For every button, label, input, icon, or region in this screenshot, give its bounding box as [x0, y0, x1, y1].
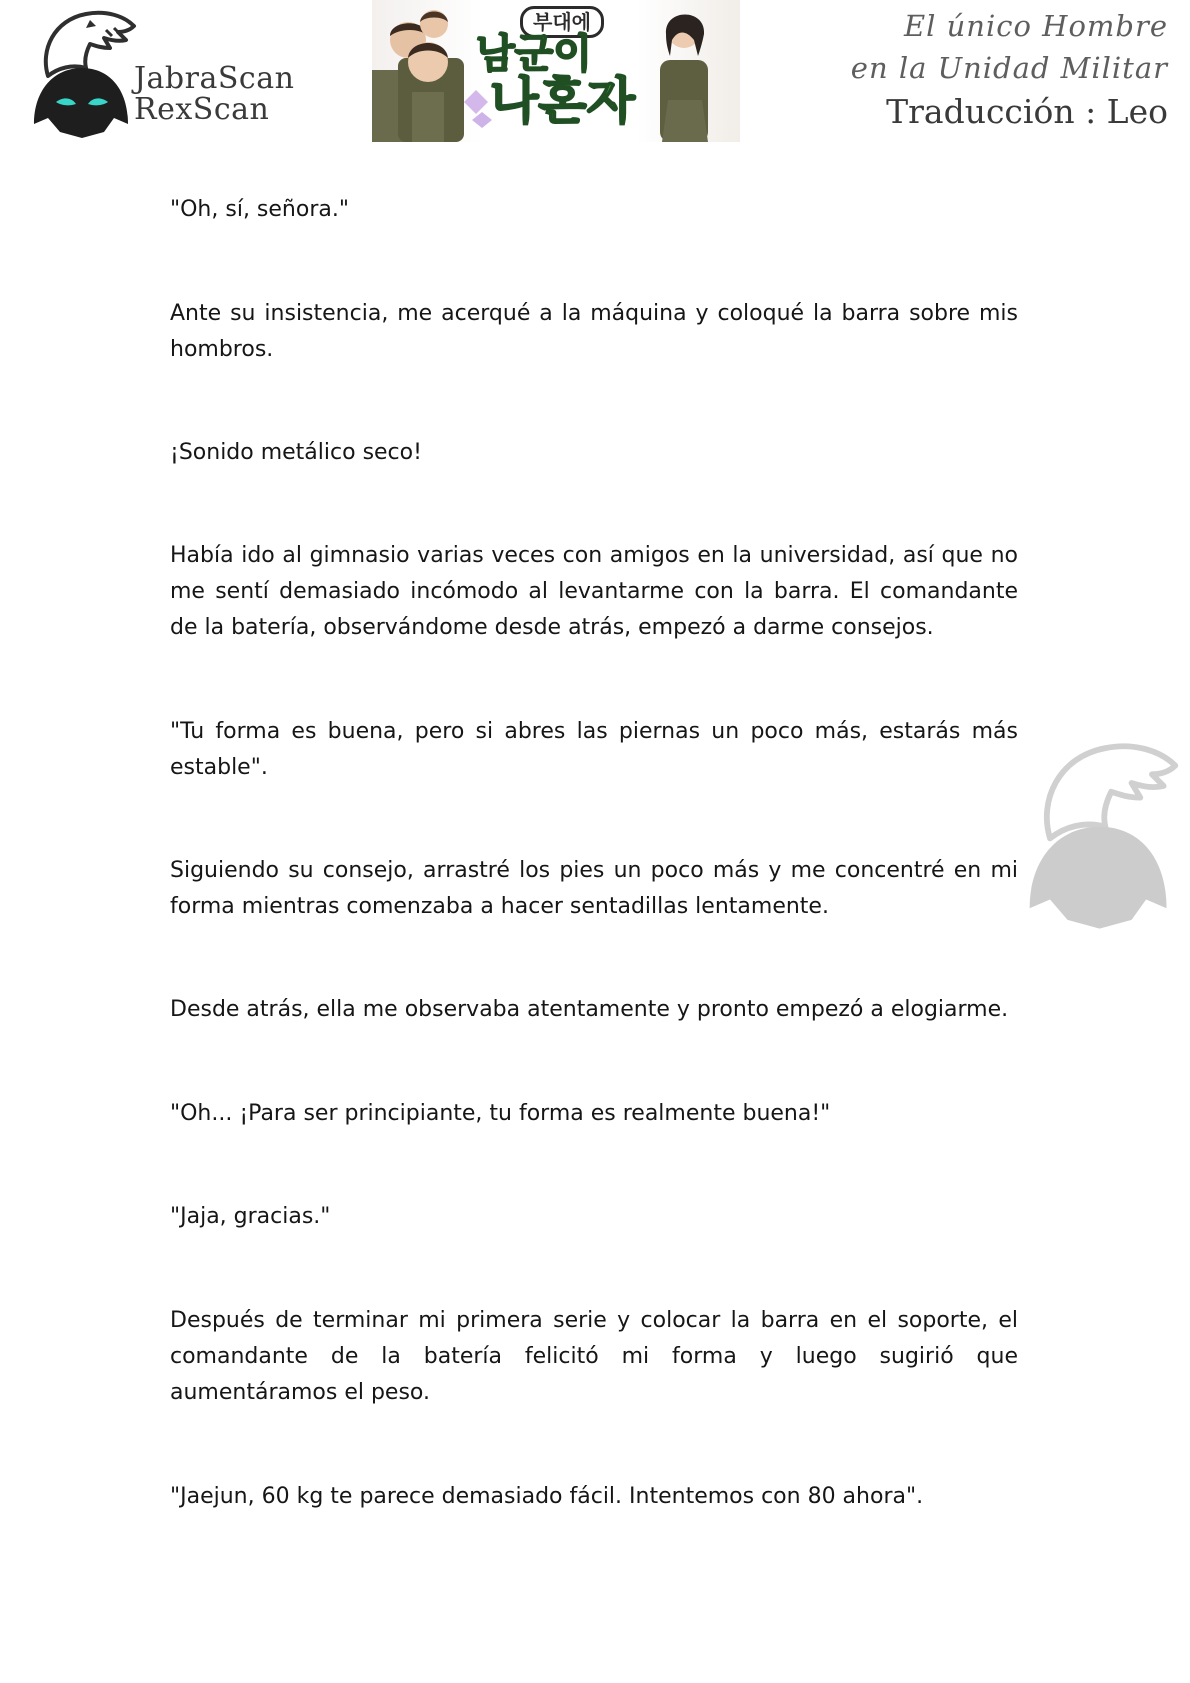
series-title-line2: en la Unidad Militar	[850, 51, 1168, 85]
paragraph: "Jaja, gracias."	[170, 1204, 331, 1229]
paragraph: Desde atrás, ella me observaba atentamente y pronto empezó a elogiarme.	[170, 997, 1009, 1022]
paragraph: "Tu forma es buena, pero si abres las piernas un poco más, estarás más estable".	[170, 719, 1018, 780]
paragraph: Después de terminar mi primera serie y colocar la barra en el soporte, el comandante de la batería felicitó mi forma y luego sugirió que aumentáramos el peso.	[170, 1308, 1018, 1405]
paragraph: "Oh, sí, señora."	[170, 197, 349, 222]
scan-group-name-line1: JabraScan	[134, 61, 295, 96]
manhwa-cover-banner	[372, 0, 740, 142]
series-title-line1: El único Hombre	[903, 9, 1168, 43]
paragraph: "Oh... ¡Para ser principiante, tu forma es realmente buena!"	[170, 1101, 831, 1126]
dinosaur-logo-icon	[26, 6, 140, 140]
paragraph: ¡Sonido metálico seco!	[170, 440, 422, 465]
paragraph: Había ido al gimnasio varias veces con amigos en la universidad, así que no me sentí demasiado incómodo al levantarme con la barra. El comandante de la batería, observándome desde atrás, empezó a darme consejos.	[170, 543, 1018, 640]
page-header	[0, 0, 1190, 150]
paragraph: Ante su insistencia, me acerqué a la máquina y coloqué la barra sobre mis hombros.	[170, 301, 1018, 362]
banner-korean-title-line1: 남군이	[476, 31, 592, 77]
banner-korean-subtitle: 부대에	[520, 6, 604, 38]
scan-group-name-line2: RexScan	[134, 92, 270, 127]
paragraph: "Jaejun, 60 kg te parece demasiado fácil. Intentemos con 80 ahora".	[170, 1484, 924, 1509]
translator-credit: Traducción : Leo	[886, 92, 1168, 131]
banner-korean-title-line2: 나혼자	[490, 72, 635, 130]
dinosaur-watermark-icon	[1018, 728, 1184, 940]
paragraph: Siguiendo su consejo, arrastré los pies un poco más y me concentré en mi forma mientras comenzaba a hacer sentadillas lentamente.	[170, 858, 1018, 919]
